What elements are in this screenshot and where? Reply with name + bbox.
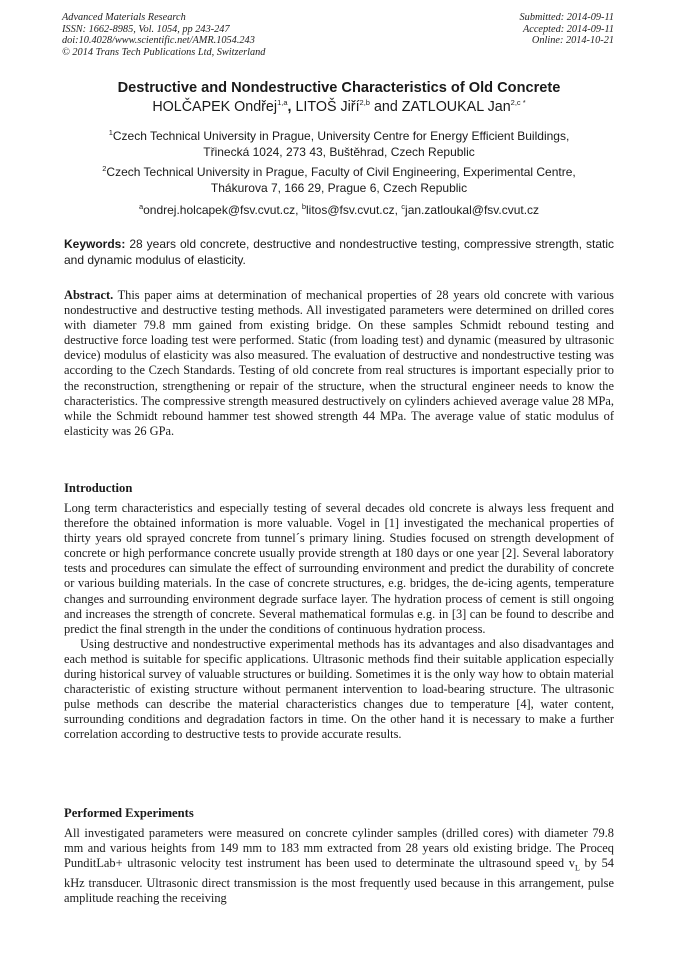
introduction-body	[64, 501, 614, 743]
submitted-date: Submitted: 2014-09-11	[519, 12, 614, 23]
journal-issn: ISSN: 1662-8985, Vol. 1054, pp 243-247	[62, 23, 230, 35]
experiments-body	[64, 826, 614, 906]
keywords-text: 28 years old concrete, destructive and nondestructive testing, compressive strength, static and dynamic modulus of elasticity.	[64, 237, 614, 267]
email-mark: c	[401, 202, 406, 211]
author-separator: ,	[287, 99, 296, 115]
email-address: jan.zatloukal@fsv.cvut.cz	[405, 203, 540, 217]
paper-title: Destructive and Nondestructive Characteristics of Old Concrete	[117, 80, 561, 96]
author-name: LITOŠ Jiří	[295, 99, 360, 115]
abstract-block	[64, 288, 614, 439]
section-heading-introduction: Introduction	[64, 481, 133, 495]
email-mark: a	[138, 202, 144, 211]
journal-copyright: © 2014 Trans Tech Publications Ltd, Switzerland	[62, 46, 266, 58]
author-separator: and	[369, 99, 402, 115]
email-address: litos@fsv.cvut.cz,	[305, 203, 402, 217]
keywords-block	[64, 237, 614, 268]
journal-doi: doi:10.4028/www.scientific.net/AMR.1054.243	[62, 35, 255, 47]
affiliation-number: 1	[108, 128, 113, 137]
author-list	[0, 99, 678, 115]
affiliation-1	[0, 129, 678, 160]
paragraph-text: All investigated parameters were measured on concrete cylinder samples (drilled cores) with diameter 79.8 mm and various heights from 149 mm to 183 mm extracted from 28 years old existing bridge. The Proceq PunditLab+ ultrasonic velocity test instrument has been used to determinate the ultrasound speed v	[64, 826, 614, 871]
author-name: HOLČAPEK Ondřej	[152, 99, 278, 115]
affiliation-line: Thákurova 7, 166 29, Prague 6, Czech Republic	[210, 180, 468, 195]
paragraph	[64, 826, 614, 906]
affiliation-line: Třinecká 1024, 273 43, Buštěhrad, Czech Republic	[203, 144, 475, 159]
author-name: ZATLOUKAL Jan	[401, 99, 511, 115]
journal-info	[62, 12, 265, 58]
keywords-label: Keywords:	[64, 237, 126, 251]
paragraph: Using destructive and nondestructive experimental methods has its advantages and also disadvantages and each method is suitable for specific applications. Ultrasonic methods find their suitable application especially during historical survey of valuable structures or building. Sometimes it is the only way how to obtain material characteristic of existing structure without permanent intervention to load-bearing structure. The ultrasonic pulse methods can describe the material characteristics changes due to temperature [4], water content, surrounding conditions and degradation factors in time. On the other hand it is necessary to make a further correlation according to destructive tests to provide accurate results.	[64, 636, 614, 742]
affiliation-line: Czech Technical University in Prague, Faculty of Civil Engineering, Experimental Centre,	[106, 165, 576, 179]
affiliation-line: Czech Technical University in Prague, University Centre for Energy Efficient Buildings,	[112, 129, 570, 143]
paragraph-text: by 54 kHz transducer. Ultrasonic direct transmission is the most frequently used because in this arrangement, pulse amplitude reaching the receiving	[64, 856, 614, 905]
abstract-label: Abstract.	[64, 288, 114, 302]
author-affiliation-mark: 1,a	[277, 98, 288, 108]
paragraph: Long term characteristics and especially testing of several decades old concrete is always less frequent and therefore the obtained information is more valuable. Vogel in [1] investigated the mechanical properties of thirty years old sprayed concrete from tunnel´s primary lining. Studies focused on strength development of concrete or high performance concrete usually provide strength at 180 days or one year [2]. Several laboratory tests and procedures can simulate the effect of surrounding environment and predict the durability of concrete or various building materials. In the case of concrete structures, e.g. bridges, the de-icing agents, temperature changes and surrounding environment degrade surface layer. The hydration process of cement is still ongoing and increases the strength of concrete. Several mathematical formulas e.g. in [3] can be found to describe and predict the final strength in the under the conditions of continuous hydration process.	[64, 501, 614, 636]
accepted-date: Accepted: 2014-09-11	[522, 23, 614, 35]
journal-name: Advanced Materials Research	[62, 12, 186, 23]
online-date: Online: 2014-10-21	[531, 35, 614, 47]
affiliation-2	[0, 165, 678, 196]
section-heading-experiments: Performed Experiments	[64, 806, 194, 820]
affiliation-number: 2	[102, 164, 107, 173]
author-affiliation-mark: 2,c *	[510, 98, 526, 108]
author-affiliation-mark: 2,b	[359, 98, 370, 108]
email-list	[0, 203, 678, 217]
subscript: L	[574, 863, 580, 873]
submission-dates	[520, 12, 614, 47]
email-mark: b	[301, 202, 306, 211]
abstract-text: This paper aims at determination of mechanical properties of 28 years old concrete with various nondestructive and destructive testing methods. All investigated parameters were determined on drilled cores with diameter 79.8 mm gained from existing bridge. On these samples Schmidt rebound testing and destructive force loading test were performed. Static (from loading test) and dynamic (measured by ultrasonic device) modulus of elasticity was also measured. The evaluation of destructive and nondestructive testing was according to the Czech Standards. Testing of old concrete from real structures is important especially prior to the reconstruction, strengthening or repair of the structure, when the structural engineer needs to know the characteristics. The compressive strength measured destructively on cylinders achieved average value 28 MPa, while the Schmidt rebound hammer test showed strength 44 MPa. The average value of static modulus of elasticity was 26 GPa.	[64, 288, 614, 438]
email-address: ondrej.holcapek@fsv.cvut.cz,	[143, 203, 302, 217]
